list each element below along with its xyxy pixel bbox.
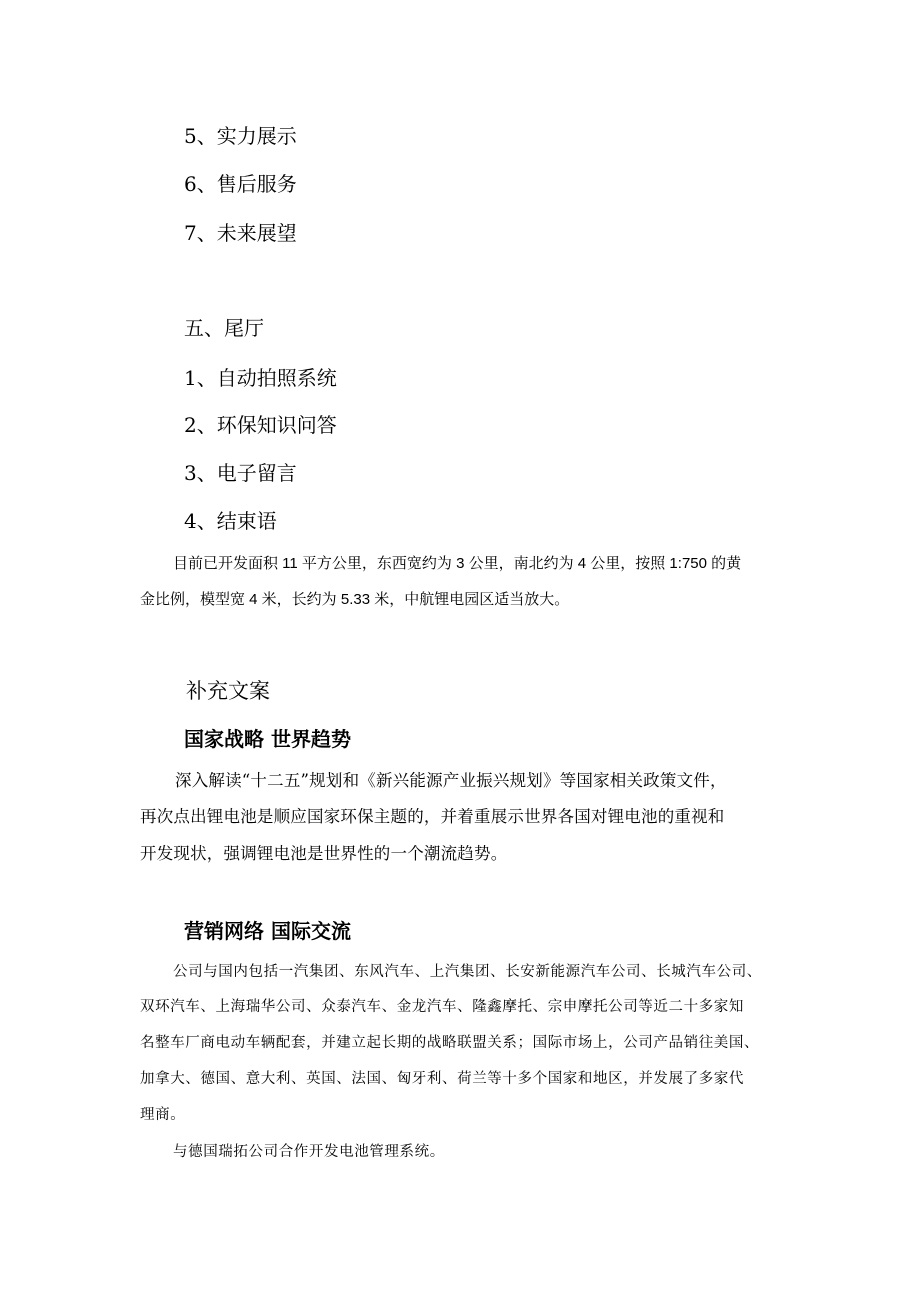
note-line-2: 金比例，模型宽 4 米，长约为 5.33 米，中航锂电园区适当放大。	[140, 591, 570, 608]
outline-item-eco-quiz: 2、环保知识问答	[184, 413, 337, 437]
outline-item-strength: 5、实力展示	[184, 124, 297, 148]
strategy-title: 国家战略 世界趋势	[184, 727, 351, 751]
outline-item-future: 7、未来展望	[184, 221, 297, 245]
outline-item-e-message: 3、电子留言	[184, 461, 297, 485]
strategy-line-3: 开发现状，强调锂电池是世界性的一个潮流趋势。	[140, 844, 508, 863]
supplement-title: 补充文案	[186, 679, 270, 703]
marketing-line-3: 名整车厂商电动车辆配套，并建立起长期的战略联盟关系；国际市场上，公司产品销往美国、	[140, 1035, 760, 1051]
marketing-line-1: 公司与国内包括一汽集团、东风汽车、上汽集团、长安新能源汽车公司、长城汽车公司、	[173, 964, 762, 980]
outline-item-photo-system: 1、自动拍照系统	[184, 366, 337, 390]
strategy-line-1: 深入解读“十二五”规划和《新兴能源产业振兴规划》等国家相关政策文件，	[175, 771, 727, 790]
note-line-1: 目前已开发面积 11 平方公里，东西宽约为 3 公里，南北约为 4 公里，按照 1:750 的黄	[173, 555, 742, 572]
marketing-title: 营销网络 国际交流	[184, 919, 351, 943]
strategy-line-2: 再次点出锂电池是顺应国家环保主题的，并着重展示世界各国对锂电池的重视和	[140, 807, 725, 826]
outline-item-closing: 4、结束语	[184, 509, 277, 533]
marketing-line-4: 加拿大、德国、意大利、英国、法国、匈牙利、荷兰等十多个国家和地区，并发展了多家代	[140, 1071, 744, 1087]
section-title-tail-hall: 五、尾厅	[184, 316, 264, 340]
marketing-extra-line: 与德国瑞拓公司合作开发电池管理系统。	[173, 1144, 445, 1160]
marketing-line-2: 双环汽车、上海瑞华公司、众泰汽车、金龙汽车、隆鑫摩托、宗申摩托公司等近二十多家知	[140, 999, 744, 1015]
marketing-line-5: 理商。	[140, 1107, 186, 1123]
outline-item-after-sales: 6、售后服务	[184, 172, 297, 196]
